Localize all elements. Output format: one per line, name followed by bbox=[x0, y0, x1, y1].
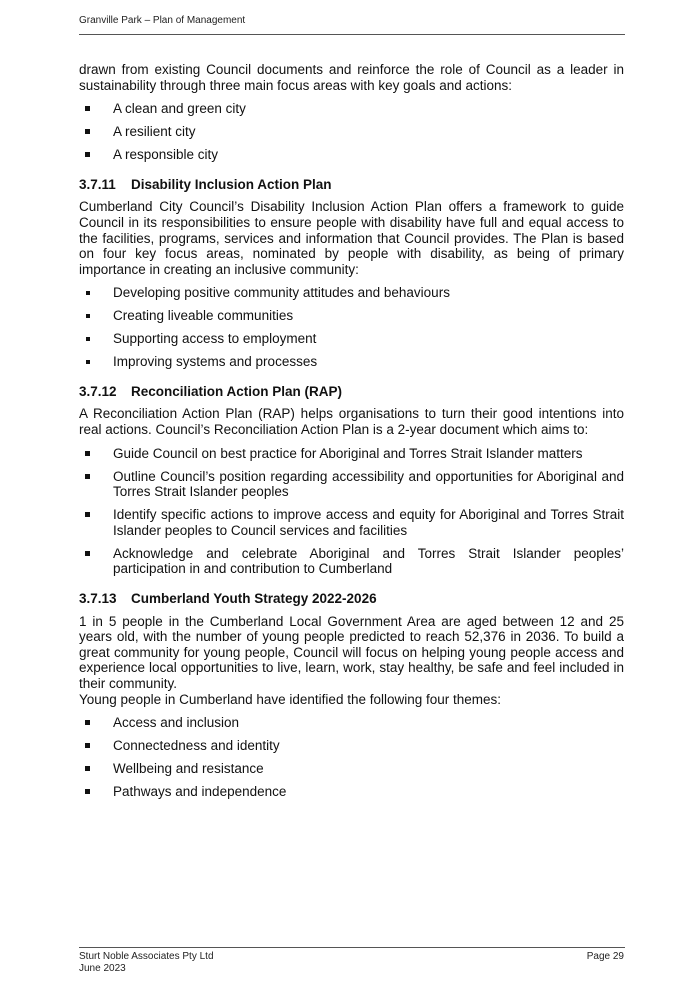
section-heading-3712 bbox=[79, 384, 624, 400]
page-content bbox=[79, 62, 624, 810]
bullet-icon bbox=[85, 474, 90, 479]
footer-info bbox=[79, 951, 214, 974]
section-paragraph: 1 in 5 people in the Cumberland Local Government Area are aged between 12 and 25 years old, with the number of young people predicted to reach 52,376 in 2036. To build a great community for young people, Council will focus on helping young people access and experience local opportunities to live, learn, work, stay healthy, be safe and feel included in their community. bbox=[79, 613, 624, 691]
section-paragraph: Cumberland City Council’s Disability Inclusion Action Plan offers a framework to guide Council in its responsibilities to ensure people with disability have full and equal access to the facilities, programs, services and information that Council provides. The Plan is based on four key focus areas, nominated by people with disability, as being of primary importance in creating an inclusive community: bbox=[79, 199, 624, 277]
list-item: Developing positive community attitudes and behaviours bbox=[79, 285, 624, 301]
list-item: Guide Council on best practice for Aboriginal and Torres Strait Islander matters bbox=[79, 446, 624, 462]
bullet-icon bbox=[85, 512, 90, 517]
section-number: 3.7.13 bbox=[79, 590, 117, 606]
section-list-3713 bbox=[79, 715, 624, 800]
list-item: Acknowledge and celebrate Aboriginal and Torres Strait Islander peoples’ participation in and contribution to Cumberland bbox=[79, 546, 624, 577]
section-title: Cumberland Youth Strategy 2022-2026 bbox=[131, 590, 377, 606]
bullet-icon bbox=[85, 451, 90, 456]
section-heading-3713 bbox=[79, 591, 624, 607]
bullet-icon bbox=[86, 360, 90, 364]
section-paragraph-2: Young people in Cumberland have identified the following four themes: bbox=[79, 691, 502, 707]
bullet-icon bbox=[85, 720, 90, 725]
list-item: Creating liveable communities bbox=[79, 308, 624, 324]
section-list-3712 bbox=[79, 446, 624, 577]
list-item: Connectedness and identity bbox=[79, 738, 624, 754]
bullet-icon bbox=[85, 743, 90, 748]
list-item: Identify specific actions to improve access and equity for Aboriginal and Torres Strait Islander peoples to Council services and facilities bbox=[79, 507, 624, 538]
page-number: Page 29 bbox=[586, 951, 624, 962]
bullet-icon bbox=[86, 337, 90, 341]
list-item: Wellbeing and resistance bbox=[79, 761, 624, 777]
list-item: Access and inclusion bbox=[79, 715, 624, 731]
list-item: Pathways and independence bbox=[79, 784, 624, 800]
section-title: Disability Inclusion Action Plan bbox=[131, 176, 332, 192]
section-paragraph: A Reconciliation Action Plan (RAP) helps organisations to turn their good intentions into real actions. Council’s Reconciliation Action Plan is a 2-year document which aims to: bbox=[79, 406, 624, 438]
intro-list bbox=[79, 101, 624, 163]
footer-divider bbox=[79, 947, 625, 948]
header-divider bbox=[79, 34, 625, 35]
section-number: 3.7.12 bbox=[79, 383, 117, 399]
list-item: A clean and green city bbox=[79, 101, 624, 117]
list-item: A resilient city bbox=[79, 124, 624, 140]
section-number: 3.7.11 bbox=[79, 176, 116, 192]
section-heading-3711 bbox=[79, 177, 624, 193]
section-list-3711 bbox=[79, 285, 624, 370]
header-title: Granville Park – Plan of Management bbox=[79, 15, 246, 26]
bullet-icon bbox=[86, 291, 90, 295]
bullet-icon bbox=[85, 152, 90, 157]
list-item: Supporting access to employment bbox=[79, 331, 624, 347]
bullet-icon bbox=[85, 106, 90, 111]
list-item: Improving systems and processes bbox=[79, 354, 624, 370]
bullet-icon bbox=[85, 551, 90, 556]
bullet-icon bbox=[85, 789, 90, 794]
section-title: Reconciliation Action Plan (RAP) bbox=[131, 383, 343, 399]
list-item: A responsible city bbox=[79, 147, 624, 163]
bullet-icon bbox=[86, 314, 90, 318]
footer-company: Sturt Noble Associates Pty Ltd bbox=[79, 951, 214, 962]
bullet-icon bbox=[85, 129, 90, 134]
list-item: Outline Council’s position regarding accessibility and opportunities for Aboriginal and Torres Strait Islander peoples bbox=[79, 469, 624, 500]
bullet-icon bbox=[85, 766, 90, 771]
intro-paragraph: drawn from existing Council documents and reinforce the role of Council as a leader in sustainability through three main focus areas with key goals and actions: bbox=[79, 62, 624, 93]
footer-date: June 2023 bbox=[79, 962, 126, 974]
